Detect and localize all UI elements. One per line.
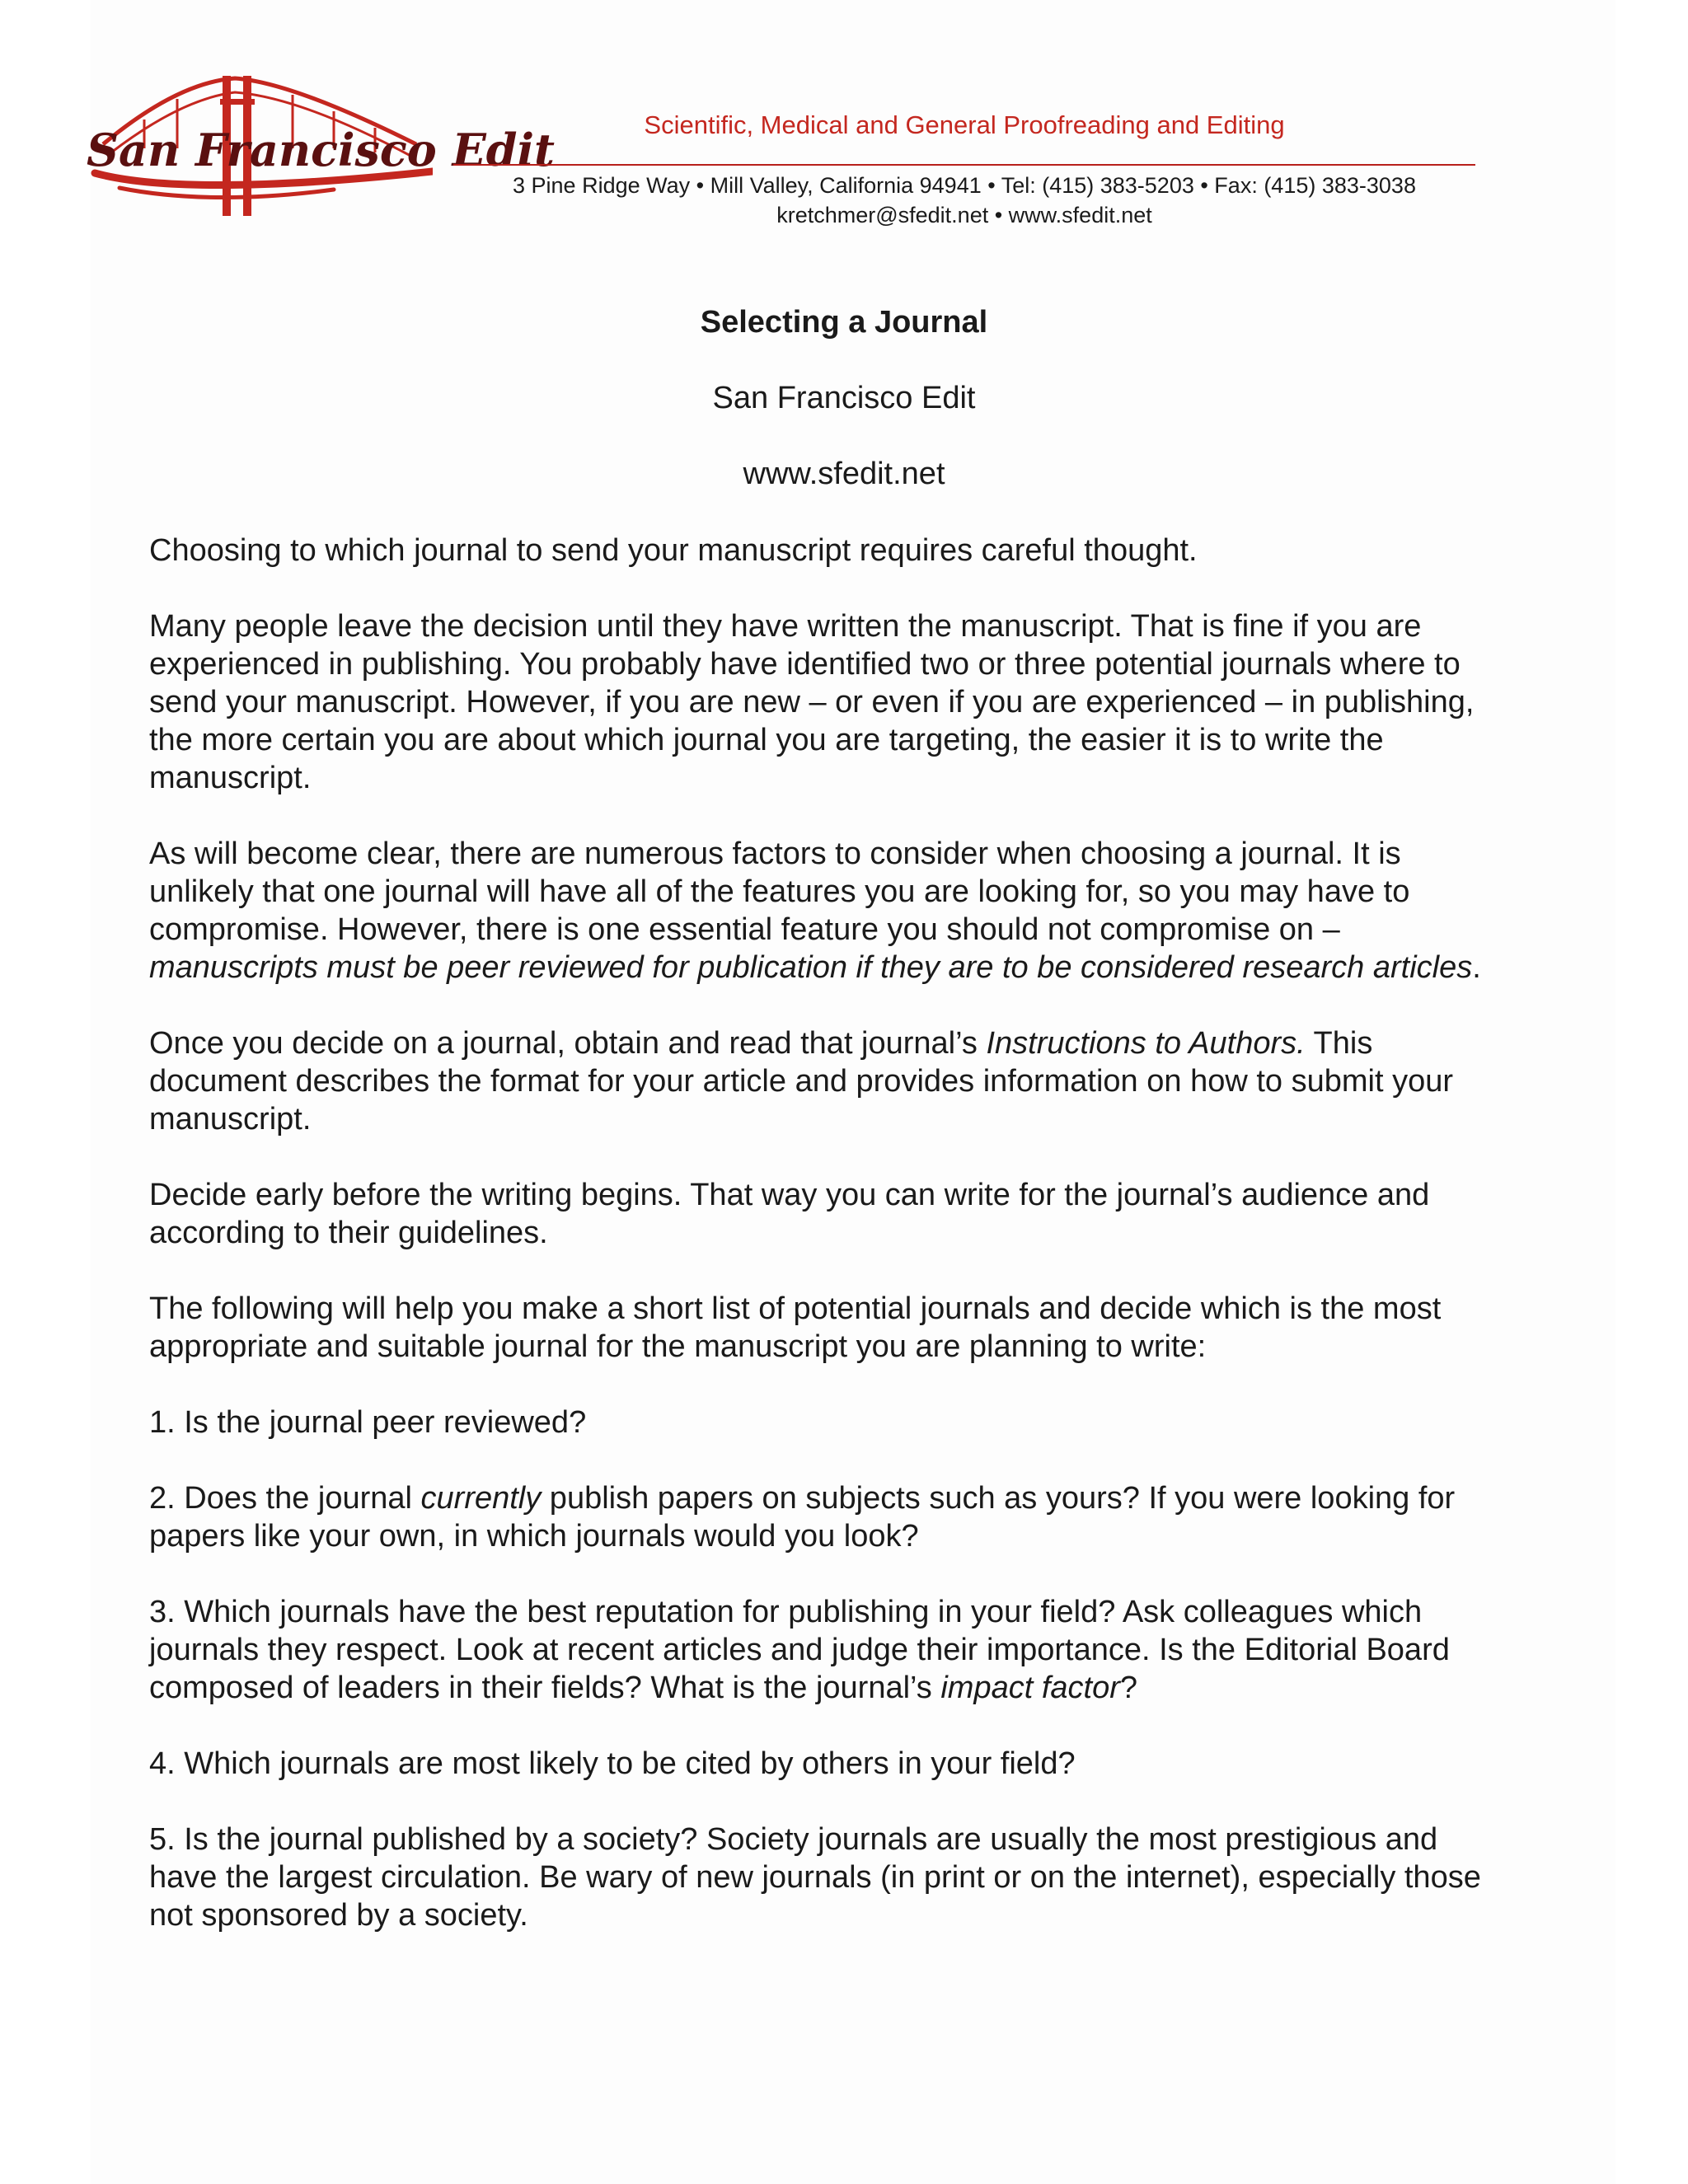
document-org: San Francisco Edit [712,381,976,415]
document-body [149,532,1501,1972]
paragraph-timing: Many people leave the decision until they have written the manuscript. That is fine if you are experienced in publishing. You probably have identified two or three potential journals where to send your manuscript. However, if you are new – or even if you are experienced – in publishing, the more certain you are about which journal you are targeting, the easier it is to write the manuscript. [149,609,1475,795]
letterhead-divider [453,164,1475,166]
paragraph-instructions-text: Once you decide on a journal, obtain and read that journal’s [149,1026,987,1061]
list-item-4: 4. Which journals are most likely to be cited by others in your field? [149,1746,1076,1781]
document-title: Selecting a Journal [700,305,988,340]
list-item-2-emphasis: currently [420,1481,542,1516]
paragraph-instructions [149,1024,1501,1138]
paragraph-instructions-end: This document describes the format for your article and provides information on how to submit your manuscript. [149,1026,1453,1137]
letterhead-address: 3 Pine Ridge Way • Mill Valley, California 94941 • Tel: (415) 383-5203 • Fax: (415) 383-3038 [513,173,1416,198]
paragraph-factors [149,835,1501,987]
paragraph-factors-end: . [1472,950,1481,985]
paragraph-factors-emphasis: manuscripts must be peer reviewed for publication if they are to be considered research articles [149,950,1473,985]
company-logo [87,74,556,218]
list-item-3-end: ? [1119,1671,1138,1705]
paragraph-list-intro: The following will help you make a short list of potential journals and decide which is the most appropriate and suitable journal for the manuscript you are planning to write: [149,1291,1442,1364]
letterhead-tagline: Scientific, Medical and General Proofreading and Editing [644,110,1285,139]
paragraph-intro: Choosing to which journal to send your manuscript requires careful thought. [149,533,1198,568]
logo-wordmark: San Francisco Edit [87,124,556,176]
list-item-3-text: 3. Which journals have the best reputation for publishing in your field? Ask colleagues which journals they respect. Look at recent articles and judge their importance. Is the Editorial Board composed of leaders in their fields? What is the journal’s [149,1595,1450,1705]
letterhead-contact: kretchmer@sfedit.net • www.sfedit.net [776,203,1152,227]
list-item-1: 1. Is the journal peer reviewed? [149,1405,587,1440]
document-url: www.sfedit.net [743,457,945,491]
paragraph-decide-early: Decide early before the writing begins. That way you can write for the journal’s audience and according to their guidelines. [149,1178,1430,1250]
list-item-2-end: publish papers on subjects such as yours? If you were looking for papers like your own, in which journals would you look? [149,1481,1456,1554]
list-item-2 [149,1479,1501,1555]
list-item-5: 5. Is the journal published by a society? Society journals are usually the most prestigious and have the largest circulation. Be wary of new journals (in print or on the internet), especially those not sponsored by a society. [149,1822,1481,1933]
list-item-2-text: 2. Does the journal [149,1481,421,1516]
list-item-3-emphasis: impact factor [940,1671,1120,1705]
paragraph-factors-text: As will become clear, there are numerous factors to consider when choosing a journal. It is unlikely that one journal will have all of the features you are looking for, so you may have to compromise. However, there is one essential feature you should not compromise on – [149,837,1410,947]
list-item-3 [149,1593,1501,1707]
paragraph-instructions-emphasis: Instructions to Authors. [986,1026,1306,1061]
